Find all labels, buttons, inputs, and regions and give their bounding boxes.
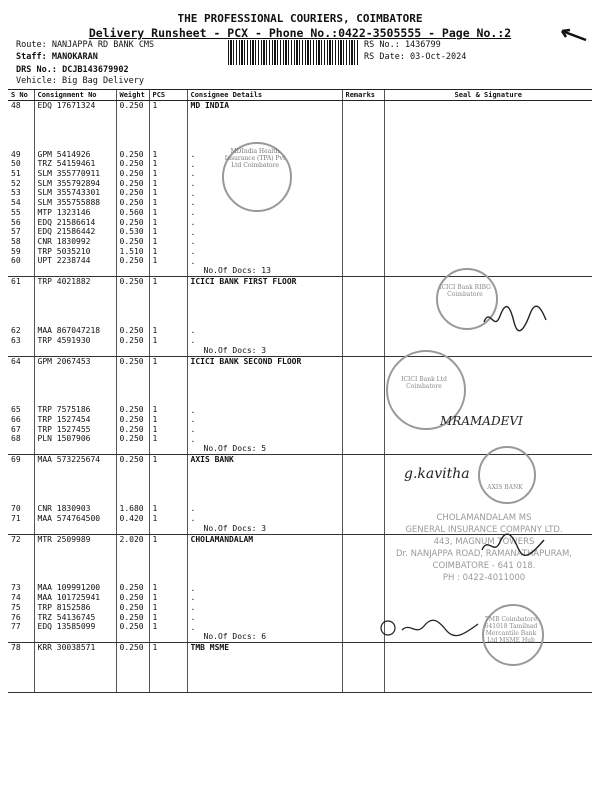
- col-consignment: Consignment No: [34, 90, 116, 101]
- table-cell-text: TRP 4021882: [37, 277, 91, 287]
- cell-pcs: [149, 643, 187, 693]
- table-cell-text: 63: [11, 335, 21, 345]
- table-cell-text: 1: [152, 504, 158, 514]
- consignee-dot: .: [190, 237, 196, 247]
- col-pcs: PCS: [149, 90, 187, 101]
- table-cell-text: 69: [11, 455, 21, 465]
- chola-stamp-line: COIMBATORE - 641 018.: [432, 561, 536, 571]
- table-cell-text: 0.250: [119, 198, 144, 208]
- cell-sno: [8, 643, 34, 693]
- table-cell-text: 0.250: [119, 434, 144, 444]
- cell-remarks: [342, 356, 384, 455]
- cell-consignee: [187, 277, 342, 356]
- table-cell-text: 68: [11, 434, 21, 444]
- row-spacer: [35, 111, 116, 150]
- table-cell-text: TRP 8152586: [37, 602, 91, 612]
- table-cell-text: 1: [152, 405, 158, 415]
- cell-seal: [384, 101, 592, 277]
- cell-consignment: [34, 643, 116, 693]
- consignee-dot: .: [190, 198, 196, 208]
- axis-stamp: [478, 446, 536, 504]
- arrow-mark-icon: [560, 28, 590, 44]
- consignee-dot: .: [190, 504, 196, 514]
- table-cell-text: EDQ 17671324: [37, 101, 96, 110]
- tmb-seal-text: TMB Coimbatore 641018 Tamilnad Mercantile Bank Ltd MSME Hub: [484, 616, 538, 644]
- table-cell-text: 53: [11, 188, 21, 198]
- runsheet-subtitle: Delivery Runsheet - PCX - Phone No.:0422-3505555 - Page No.:2: [88, 26, 512, 40]
- consignee-group: [8, 101, 592, 277]
- docs-count: No.Of Docs: 3: [203, 345, 267, 355]
- consignee-dot: .: [190, 246, 196, 256]
- consignee-dot: .: [190, 434, 196, 444]
- table-cell-text: MAA 101725941: [37, 593, 101, 603]
- table-cell-text: 1: [152, 643, 158, 653]
- cell-weight: [116, 643, 149, 693]
- table-cell-text: 65: [11, 405, 21, 415]
- row-spacer: [117, 653, 149, 692]
- consignee-dot: .: [190, 514, 196, 524]
- table-cell-text: PLN 1507906: [37, 434, 91, 444]
- table-cell-text: 49: [11, 149, 21, 159]
- table-cell-text: 0.250: [119, 583, 144, 593]
- table-cell-text: 1: [152, 178, 158, 188]
- table-cell-text: 0.250: [119, 405, 144, 415]
- consignee-name: ICICI BANK FIRST FLOOR: [190, 277, 297, 287]
- consignee-dot: .: [190, 583, 196, 593]
- cell-consignment: [34, 356, 116, 455]
- table-cell-text: GPM 5414926: [37, 149, 91, 159]
- table-cell-text: 0.250: [119, 277, 144, 287]
- col-sno: S No: [8, 90, 34, 101]
- table-cell-text: EDQ 13585099: [37, 622, 96, 632]
- table-cell-text: 58: [11, 236, 21, 246]
- table-cell-text: SLM 355755888: [37, 198, 101, 208]
- table-cell-text: 1: [152, 198, 158, 208]
- table-cell-text: 0.250: [119, 159, 144, 169]
- cell-pcs: [149, 356, 187, 455]
- cell-consignee: [187, 455, 342, 534]
- staff-name: MANOKARAN: [51, 52, 98, 62]
- consignee-name: AXIS BANK: [190, 455, 234, 465]
- signature-cholamandalam: [478, 532, 548, 558]
- cell-remarks: [342, 643, 384, 693]
- table-cell-text: 61: [11, 277, 21, 287]
- table-cell-text: 1: [152, 424, 158, 434]
- table-cell-text: 0.250: [119, 236, 144, 246]
- table-cell-text: 1: [152, 593, 158, 603]
- table-cell-text: 0.250: [119, 455, 144, 465]
- table-cell-text: GPM 2067453: [37, 356, 91, 366]
- consignee-group: [8, 356, 592, 455]
- table-cell-text: 1: [152, 602, 158, 612]
- cell-consignment: [34, 277, 116, 356]
- table-cell-text: 1: [152, 227, 158, 237]
- cell-consignment: [34, 455, 116, 534]
- consignee-dot: .: [190, 179, 196, 189]
- table-cell-text: 57: [11, 227, 21, 237]
- table-cell-text: 1: [152, 513, 158, 523]
- docs-count: No.Of Docs: 6: [203, 632, 267, 642]
- table-cell-text: 0.530: [119, 227, 144, 237]
- table-cell-text: 1.510: [119, 246, 144, 256]
- table-cell-text: EDQ 21586442: [37, 227, 96, 237]
- table-cell-text: 1: [152, 207, 158, 217]
- row-spacer: [117, 465, 149, 504]
- table-cell-text: 1: [152, 169, 158, 179]
- row-spacer: [150, 465, 187, 504]
- consignee-name: MD INDIA: [190, 101, 230, 110]
- cell-consignment: [34, 534, 116, 642]
- signature-axis: g.kavitha: [404, 466, 470, 482]
- table-cell-text: 1.680: [119, 504, 144, 514]
- table-cell-text: 59: [11, 246, 21, 256]
- table-cell-text: 1: [152, 583, 158, 593]
- table-cell-text: TRP 1527455: [37, 424, 91, 434]
- table-cell-text: 0.420: [119, 513, 144, 523]
- col-weight: Weight: [116, 90, 149, 101]
- cell-sno: [8, 534, 34, 642]
- row-spacer: [35, 465, 116, 504]
- table-cell-text: 1: [152, 256, 158, 266]
- table-cell-text: 71: [11, 513, 21, 523]
- consignee-dot: .: [190, 405, 196, 415]
- table-cell-text: TRZ 54159461: [37, 159, 96, 169]
- md-india-seal-text: MDIndia Health Insurance (TPA) Pvt Ltd Coimbatore: [224, 148, 286, 169]
- row-spacer: [188, 287, 342, 326]
- table-cell-text: 0.250: [119, 643, 144, 653]
- cell-remarks: [342, 455, 384, 534]
- axis-seal-text: AXIS BANK: [487, 484, 523, 491]
- table-cell-text: 2.020: [119, 534, 144, 544]
- table-cell-text: 0.560: [119, 207, 144, 217]
- vehicle-text: Vehicle: Big Bag Delivery: [16, 76, 144, 86]
- cell-weight: [116, 277, 149, 356]
- company-title: THE PROFESSIONAL COURIERS, COIMBATORE: [177, 12, 423, 25]
- signature-icici-second: MRAMADEVI: [440, 414, 523, 428]
- table-cell-text: MAA 109991200: [37, 583, 101, 593]
- table-cell-text: 1: [152, 246, 158, 256]
- cell-remarks: [342, 277, 384, 356]
- row-spacer: [117, 287, 149, 326]
- table-cell-text: CNR 1830992: [37, 236, 91, 246]
- cell-weight: [116, 101, 149, 277]
- table-header-row: [8, 90, 592, 101]
- table-cell-text: 1: [152, 415, 158, 424]
- table-cell-text: 1: [152, 188, 158, 198]
- consignee-dot: .: [190, 415, 196, 425]
- table-cell-text: 1: [152, 101, 158, 110]
- table-cell-text: 1: [152, 236, 158, 246]
- chola-stamp-line: PH : 0422-4011000: [442, 573, 526, 583]
- table-cell-text: KRR 30038571: [37, 643, 96, 653]
- table-cell-text: 1: [152, 622, 158, 632]
- table-cell-text: TRP 7575186: [37, 405, 91, 415]
- row-spacer: [188, 465, 342, 504]
- chola-stamp-line: CHOLAMANDALAM MS: [436, 513, 532, 523]
- row-spacer: [150, 544, 187, 583]
- table-cell-text: CNR 1830903: [37, 504, 91, 514]
- docs-count: No.Of Docs: 13: [203, 266, 271, 276]
- table-cell-text: 0.250: [119, 622, 144, 632]
- row-spacer: [150, 111, 187, 150]
- row-spacer: [117, 111, 149, 150]
- table-cell-text: 75: [11, 602, 21, 612]
- consignee-dot: .: [190, 217, 196, 227]
- icici-seal-text-1: ICICI Bank RIBG Coimbatore: [439, 284, 491, 298]
- table-cell-text: 0.250: [119, 424, 144, 434]
- table-cell-text: 1: [152, 149, 158, 159]
- table-cell-text: UPT 2238744: [37, 256, 91, 266]
- cell-sno: [8, 455, 34, 534]
- table-cell-text: 56: [11, 217, 21, 227]
- row-spacer: [188, 367, 342, 406]
- table-cell-text: 0.250: [119, 188, 144, 198]
- chola-stamp-line: GENERAL INSURANCE COMPANY LTD.: [405, 525, 563, 535]
- consignee-dot: .: [190, 256, 196, 266]
- table-cell-text: 74: [11, 593, 21, 603]
- consignee-dot: .: [190, 326, 196, 336]
- row-spacer: [8, 653, 34, 692]
- cell-consignee: [187, 534, 342, 642]
- table-cell-text: 67: [11, 424, 21, 434]
- table-cell-text: MAA 574764500: [37, 513, 101, 523]
- table-cell-text: 1: [152, 434, 158, 444]
- cell-weight: [116, 455, 149, 534]
- table-cell-text: 76: [11, 612, 21, 622]
- table-cell-text: 1: [152, 325, 158, 335]
- row-spacer: [35, 653, 116, 692]
- cell-remarks: [342, 101, 384, 277]
- row-spacer: [8, 287, 34, 326]
- runsheet-table: [8, 89, 592, 693]
- staff-label: Staff:: [16, 52, 47, 62]
- row-spacer: [117, 544, 149, 583]
- col-seal: Seal & Signature: [384, 90, 592, 101]
- table-cell-text: EDQ 21586614: [37, 217, 96, 227]
- table-cell-text: 52: [11, 178, 21, 188]
- row-spacer: [35, 544, 116, 583]
- consignee-dot: .: [190, 208, 196, 218]
- row-spacer: [35, 287, 116, 326]
- drs-number: DCJB143679902: [62, 65, 129, 75]
- docs-count: No.Of Docs: 3: [203, 523, 267, 533]
- cell-sno: [8, 356, 34, 455]
- table-cell-text: MTR 2509989: [37, 534, 91, 544]
- consignee-dot: .: [190, 612, 196, 622]
- table-cell-text: MAA 573225674: [37, 455, 101, 465]
- table-cell-text: TRZ 54136745: [37, 612, 96, 622]
- table-cell-text: 0.250: [119, 593, 144, 603]
- cell-consignee: [187, 643, 342, 693]
- table-cell-text: 1: [152, 612, 158, 622]
- table-cell-text: 0.250: [119, 101, 144, 110]
- table-cell-text: 50: [11, 159, 21, 169]
- signature-tmb: [378, 616, 488, 640]
- table-cell-text: 1: [152, 356, 158, 366]
- rs-number: RS No.: 1436799: [364, 40, 441, 50]
- col-remarks: Remarks: [342, 90, 384, 101]
- consignee-dot: .: [190, 425, 196, 434]
- consignee-dot: .: [190, 622, 196, 632]
- row-spacer: [8, 544, 34, 583]
- route-text: Route: NANJAPPA RD BANK CMS: [16, 40, 155, 50]
- table-cell-text: TRP 1527454: [37, 415, 91, 424]
- table-cell-text: 0.250: [119, 325, 144, 335]
- drs-line: [16, 65, 129, 75]
- table-cell-text: 0.250: [119, 149, 144, 159]
- row-spacer: [8, 111, 34, 150]
- cell-pcs: [149, 277, 187, 356]
- table-cell-text: 70: [11, 504, 21, 514]
- consignee-dot: .: [190, 603, 196, 613]
- row-spacer: [35, 366, 116, 405]
- rs-date: RS Date: 03-Oct-2024: [364, 52, 467, 62]
- table-cell-text: 77: [11, 622, 21, 632]
- cell-consignment: [34, 101, 116, 277]
- docs-count: No.Of Docs: 5: [203, 444, 267, 454]
- consignee-dot: .: [190, 159, 196, 169]
- table-cell-text: SLM 355743301: [37, 188, 101, 198]
- table-cell-text: 55: [11, 207, 21, 217]
- consignee-dot: .: [190, 188, 196, 198]
- row-spacer: [8, 465, 34, 504]
- table-cell-text: SLM 355770911: [37, 169, 101, 179]
- table-cell-text: 0.250: [119, 602, 144, 612]
- table-cell-text: 1: [152, 534, 158, 544]
- table-cell-text: MTP 1323146: [37, 207, 91, 217]
- table-cell-text: MAA 867047218: [37, 325, 101, 335]
- icici-seal-text-2: ICICI Bank Ltd Coimbatore: [401, 376, 447, 390]
- row-spacer: [150, 653, 187, 692]
- cell-weight: [116, 534, 149, 642]
- table-cell-text: 0.250: [119, 356, 144, 366]
- cell-sno: [8, 101, 34, 277]
- table-cell-text: 1: [152, 335, 158, 345]
- table-cell-text: 0.250: [119, 612, 144, 622]
- chola-stamp-line: Dr. NANJAPPA ROAD, RAMANATHAPURAM,: [396, 549, 572, 559]
- cell-consignee: [187, 356, 342, 455]
- row-spacer: [150, 366, 187, 405]
- table-cell-text: TRP 5035210: [37, 246, 91, 256]
- table-cell-text: 1: [152, 217, 158, 227]
- table-cell-text: 1: [152, 277, 158, 287]
- row-spacer: [188, 653, 342, 692]
- table-cell-text: 0.250: [119, 256, 144, 266]
- table-cell-text: 0.250: [119, 169, 144, 179]
- cell-sno: [8, 277, 34, 356]
- table-cell-text: 1: [152, 159, 158, 169]
- cell-pcs: [149, 455, 187, 534]
- consignee-dot: .: [190, 227, 196, 237]
- row-spacer: [8, 366, 34, 405]
- table-cell-text: 64: [11, 356, 21, 366]
- table-cell-text: 48: [11, 101, 21, 110]
- table-cell-text: SLM 355792894: [37, 178, 101, 188]
- signature-icici-first: [480, 302, 550, 332]
- table-cell-text: TRP 4591930: [37, 335, 91, 345]
- table-cell-text: 54: [11, 198, 21, 208]
- consignee-dot: .: [190, 150, 196, 159]
- table-cell-text: 66: [11, 415, 21, 424]
- table-cell-text: 51: [11, 169, 21, 179]
- consignee-dot: .: [190, 593, 196, 603]
- consignee-name: TMB MSME: [190, 643, 230, 653]
- table-cell-text: 72: [11, 534, 21, 544]
- table-cell-text: 60: [11, 256, 21, 266]
- consignee-dot: .: [190, 335, 196, 345]
- table-cell-text: 0.250: [119, 415, 144, 424]
- staff-line: [16, 52, 98, 62]
- consignee-dot: .: [190, 169, 196, 179]
- table-cell-text: 62: [11, 325, 21, 335]
- table-cell-text: 0.250: [119, 335, 144, 345]
- barcode: [228, 40, 360, 65]
- table-cell-text: 1: [152, 455, 158, 465]
- table-cell-text: 78: [11, 643, 21, 653]
- table-cell-text: 0.250: [119, 217, 144, 227]
- row-spacer: [188, 545, 342, 584]
- consignee-name: ICICI BANK SECOND FLOOR: [190, 356, 302, 366]
- col-consignee: Consignee Details: [187, 90, 342, 101]
- row-spacer: [117, 366, 149, 405]
- cell-weight: [116, 356, 149, 455]
- cell-pcs: [149, 534, 187, 642]
- cell-pcs: [149, 101, 187, 277]
- table-cell-text: 0.250: [119, 178, 144, 188]
- row-spacer: [150, 287, 187, 326]
- table-cell-text: 73: [11, 583, 21, 593]
- chola-stamp-line: 443, MAGNUM TOWERS: [433, 537, 535, 547]
- drs-label: DRS No.:: [16, 65, 57, 75]
- consignee-name: CHOLAMANDALAM: [190, 534, 254, 544]
